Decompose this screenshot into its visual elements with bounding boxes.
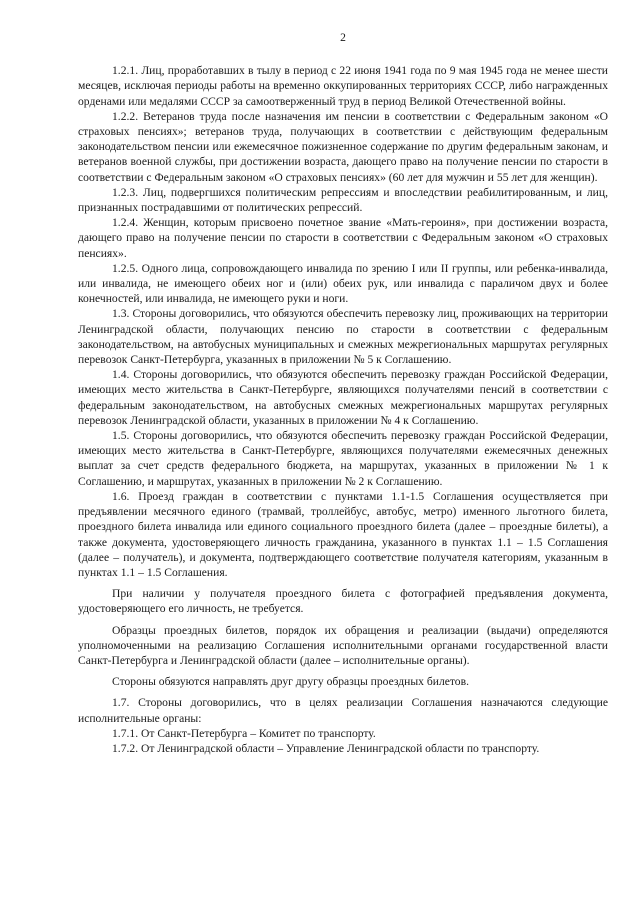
paragraph-1-4: 1.4. Стороны договорились, что обязуются обеспечить перевозку граждан Российской Федерации, имеющих место жительства в Санкт-Петербурге, являющихся получателями пенсий в соответствии с федеральным законодательством, на автобусных смежных межрегиональных маршрутах регулярных перевозок Ленинградской области, указанных в приложении № 4 к Соглашению. <box>78 368 608 427</box>
paragraph-exchange-samples: Стороны обязуются направлять друг другу образцы проездных билетов. <box>112 675 469 689</box>
document-page <box>78 30 608 756</box>
paragraph-1-3: 1.3. Стороны договорились, что обязуются обеспечить перевозку лиц, проживающих на территории Ленинградской области, получающих пенсию по старости в соответствии с федеральным законодательством, на автобусных муниципальных и смежных межрегиональных маршрутах регулярных перевозок Санкт-Петербурга, указанных в приложении № 5 к Соглашению. <box>78 307 608 367</box>
paragraph-1-2-4: 1.2.4. Женщин, которым присвоено почетное звание «Мать-героиня», при достижении возраста, дающего право на получение пенсии по старости в соответствии с Федеральным законом «О страховых пенсиях». <box>78 216 608 260</box>
paragraph-1-2-3: 1.2.3. Лиц, подвергшихся политическим репрессиям и впоследствии реабилитированным, и лиц, признанных пострадавшими от политических репрессий. <box>78 185 608 215</box>
paragraph-photo-ticket: При наличии у получателя проездного билета с фотографией предъявления документа, удостоверяющего его личность, не требуется. <box>78 587 608 616</box>
paragraph-1-7-1: 1.7.1. От Санкт-Петербурга – Комитет по транспорту. <box>112 726 376 740</box>
paragraph-1-2-1: 1.2.1. Лиц, проработавших в тылу в период с 22 июня 1941 года по 9 мая 1945 года не менее шести месяцев, исключая периоды работы на временно оккупированных территориях СССР, либо награжденных орденами или медалями СССР за самоотверженный труд в период Великой Отечественной войны. <box>78 64 608 108</box>
paragraph-1-7-2: 1.7.2. От Ленинградской области – Управление Ленинградской области по транспорту. <box>112 741 540 755</box>
paragraph-1-2-5: 1.2.5. Одного лица, сопровождающего инвалида по зрению I или II группы, или ребенка-инвалида, или инвалида, не имеющего обеих ног и (или) обеих рук, или инвалида с параличом двух и более конечностей, или инвалида, не имеющего руки и ноги. <box>78 261 608 306</box>
page-number: 2 <box>340 31 346 44</box>
paragraph-ticket-samples: Образцы проездных билетов, порядок их обращения и реализации (выдачи) определяются уполномоченными на реализацию Соглашения исполнительными органами государственной власти Санкт-Петербурга и Ленинградской области (далее – исполнительные органы). <box>78 623 608 667</box>
paragraph-1-6: 1.6. Проезд граждан в соответствии с пунктами 1.1-1.5 Соглашения осуществляется при предъявлении месячного единого (трамвай, троллейбус, автобус, метро) именного льготного билета, проездного билета инвалида или единого социального проездного билета (далее – проездные билеты), а также документа, удостоверяющего личность гражданина, указанного в пунктах 1.1 – 1.5 Соглашения (далее – получатель), и документа, подтверждающего соответствие получателя категориям, указанным в пунктах 1.1 – 1.5 Соглашения. <box>78 489 608 579</box>
paragraph-1-7: 1.7. Стороны договорились, что в целях реализации Соглашения назначаются следующие исполнительные органы: <box>78 696 608 725</box>
paragraph-1-2-2: 1.2.2. Ветеранов труда после назначения им пенсии в соответствии с Федеральным законом «О страховых пенсиях»; ветеранов труда, получающих в соответствии с действующим федеральным законодательством пенсии или ежемесячное пожизненное содержание по другим федеральным законам, и ветеранов военной службы, при достижении возраста, дающего право на получение пенсии по старости в соответствии с Федеральным законом «О страховых пенсиях» (60 лет для мужчин и 55 лет для женщин). <box>78 109 608 184</box>
paragraph-1-5: 1.5. Стороны договорились, что обязуются обеспечить перевозку граждан Российской Федерации, имеющих место жительства в Санкт-Петербурге, являющихся получателями ежемесячных денежных выплат за счет средств федерального бюджета, на маршрутах, указанных в приложении № 1 к Соглашению, и маршрутах, указанных в приложении № 2 к Соглашению. <box>78 429 608 488</box>
